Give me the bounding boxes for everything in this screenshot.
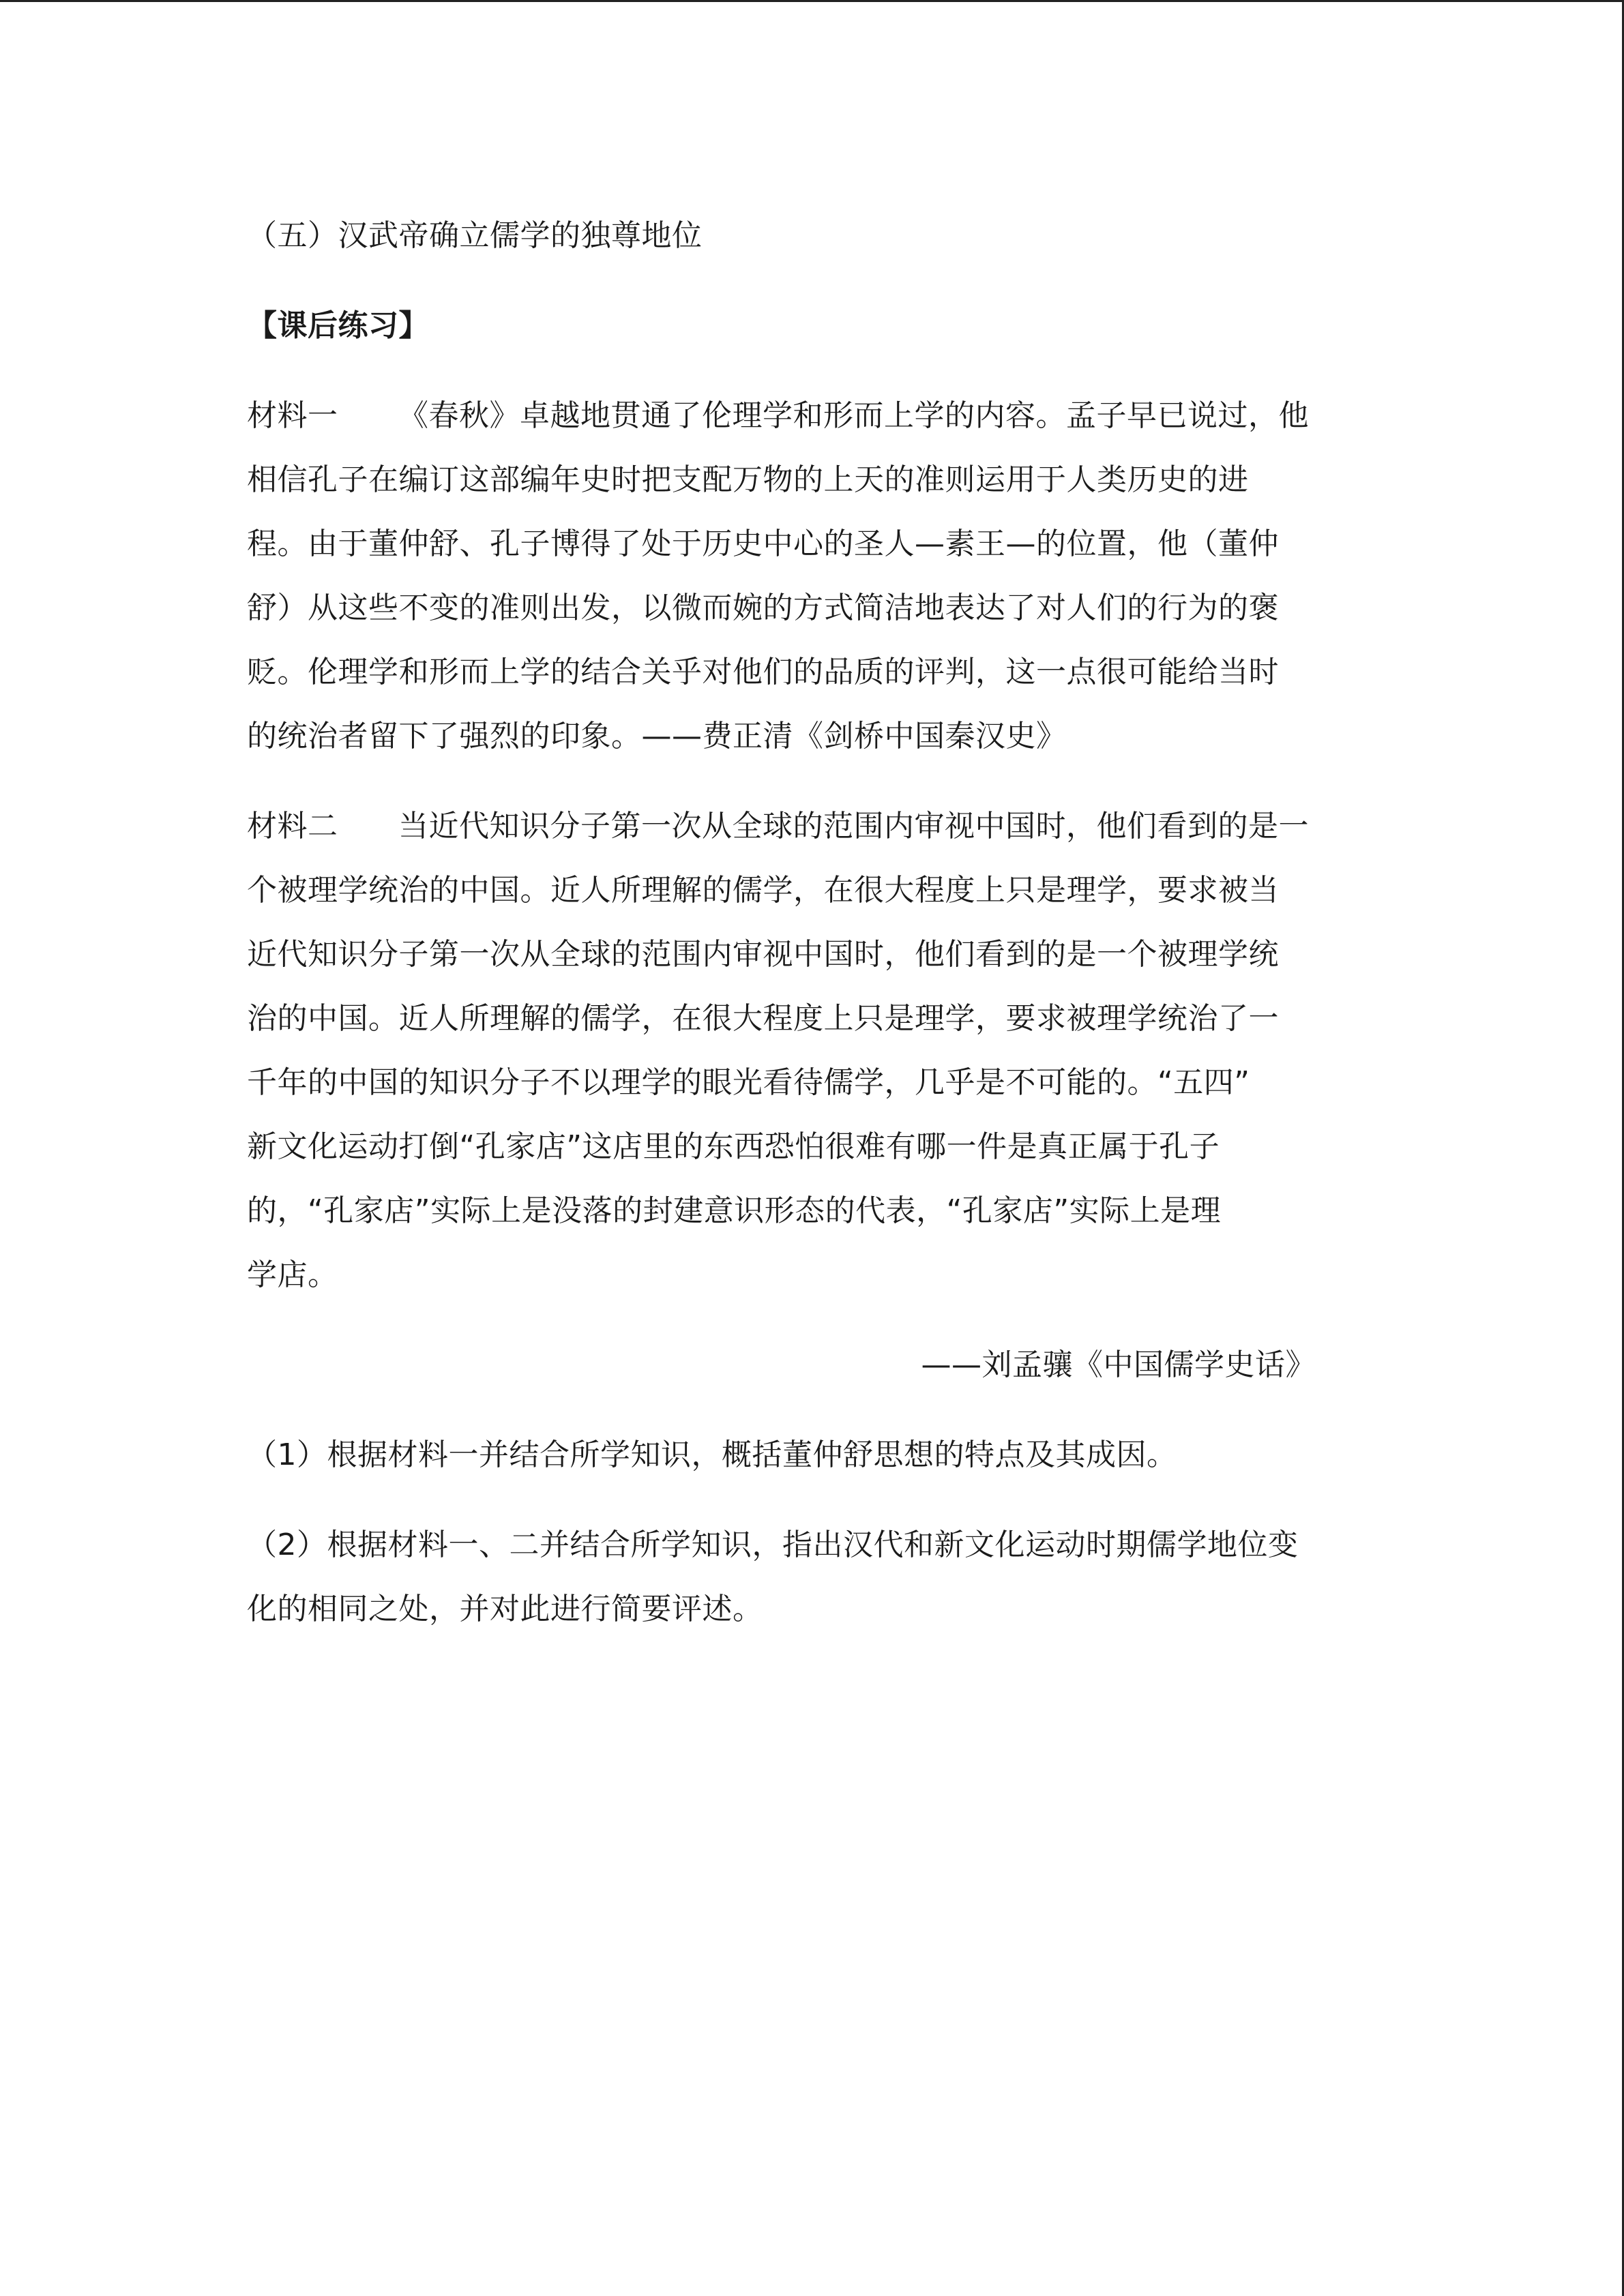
- material-two-line: 学店。: [247, 1257, 338, 1292]
- material-one-line: 《春秋》卓越地贯通了伦理学和形而上学的内容。孟子早已说过，他: [398, 398, 1309, 433]
- material-one-line: 贬。伦理学和形而上学的结合关乎对他们的品质的评判，这一点很可能给当时: [247, 655, 1279, 689]
- material-one: [247, 384, 1381, 769]
- material-one-label: 材料一: [247, 398, 338, 433]
- material-two-line: 近代知识分子第一次从全球的范围内审视中国时，他们看到的是一个被理学统: [247, 937, 1279, 972]
- exercise-title: 【课后练习】: [247, 308, 429, 343]
- question-two-line: 化的相同之处，并对此进行简要评述。: [247, 1592, 763, 1626]
- material-two-line: 个被理学统治的中国。近人所理解的儒学，在很大程度上只是理学，要求被当: [247, 873, 1279, 908]
- material-two-line: 千年的中国的知识分子不以理学的眼光看待儒学，几乎是不可能的。“五四”: [247, 1065, 1250, 1100]
- question-two-line: （2）根据材料一、二并结合所学知识，指出汉代和新文化运动时期儒学地位变: [247, 1527, 1299, 1562]
- material-two-line: 当近代知识分子第一次从全球的范围内审视中国时，他们看到的是一: [398, 809, 1309, 844]
- question-two: [247, 1513, 1381, 1641]
- material-two-line: 新文化运动打倒“孔家店”这店里的东西恐怕很难有哪一件是真正属于孔子: [247, 1129, 1220, 1164]
- material-two-label: 材料二: [247, 809, 338, 844]
- question-one-line: （1）根据材料一并结合所学知识，概括董仲舒思想的特点及其成因。: [247, 1437, 1177, 1472]
- material-one-line: 程。由于董仲舒、孔子博得了处于历史中心的圣人—素王—的位置，他（董仲: [247, 526, 1279, 561]
- question-one: [247, 1423, 1381, 1487]
- material-two-line: 治的中国。近人所理解的儒学，在很大程度上只是理学，要求被理学统治了一: [247, 1001, 1279, 1036]
- section-heading: （五）汉武帝确立儒学的独尊地位: [247, 218, 703, 253]
- material-two-source: ——刘孟骧《中国儒学史话》: [921, 1347, 1316, 1382]
- material-one-line: 舒）从这些不变的准则出发，以微而婉的方式简洁地表达了对人们的行为的褒: [247, 591, 1279, 625]
- material-two: [247, 794, 1381, 1307]
- material-two-line: 的，“孔家店”实际上是没落的封建意识形态的代表，“孔家店”实际上是理: [247, 1193, 1222, 1228]
- material-one-line: 相信孔子在编订这部编年史时把支配万物的上天的准则运用于人类历史的进: [247, 462, 1249, 497]
- document-body: [247, 204, 1381, 1641]
- material-one-line: 的统治者留下了强烈的印象。——费正清《剑桥中国秦汉史》: [247, 719, 1067, 754]
